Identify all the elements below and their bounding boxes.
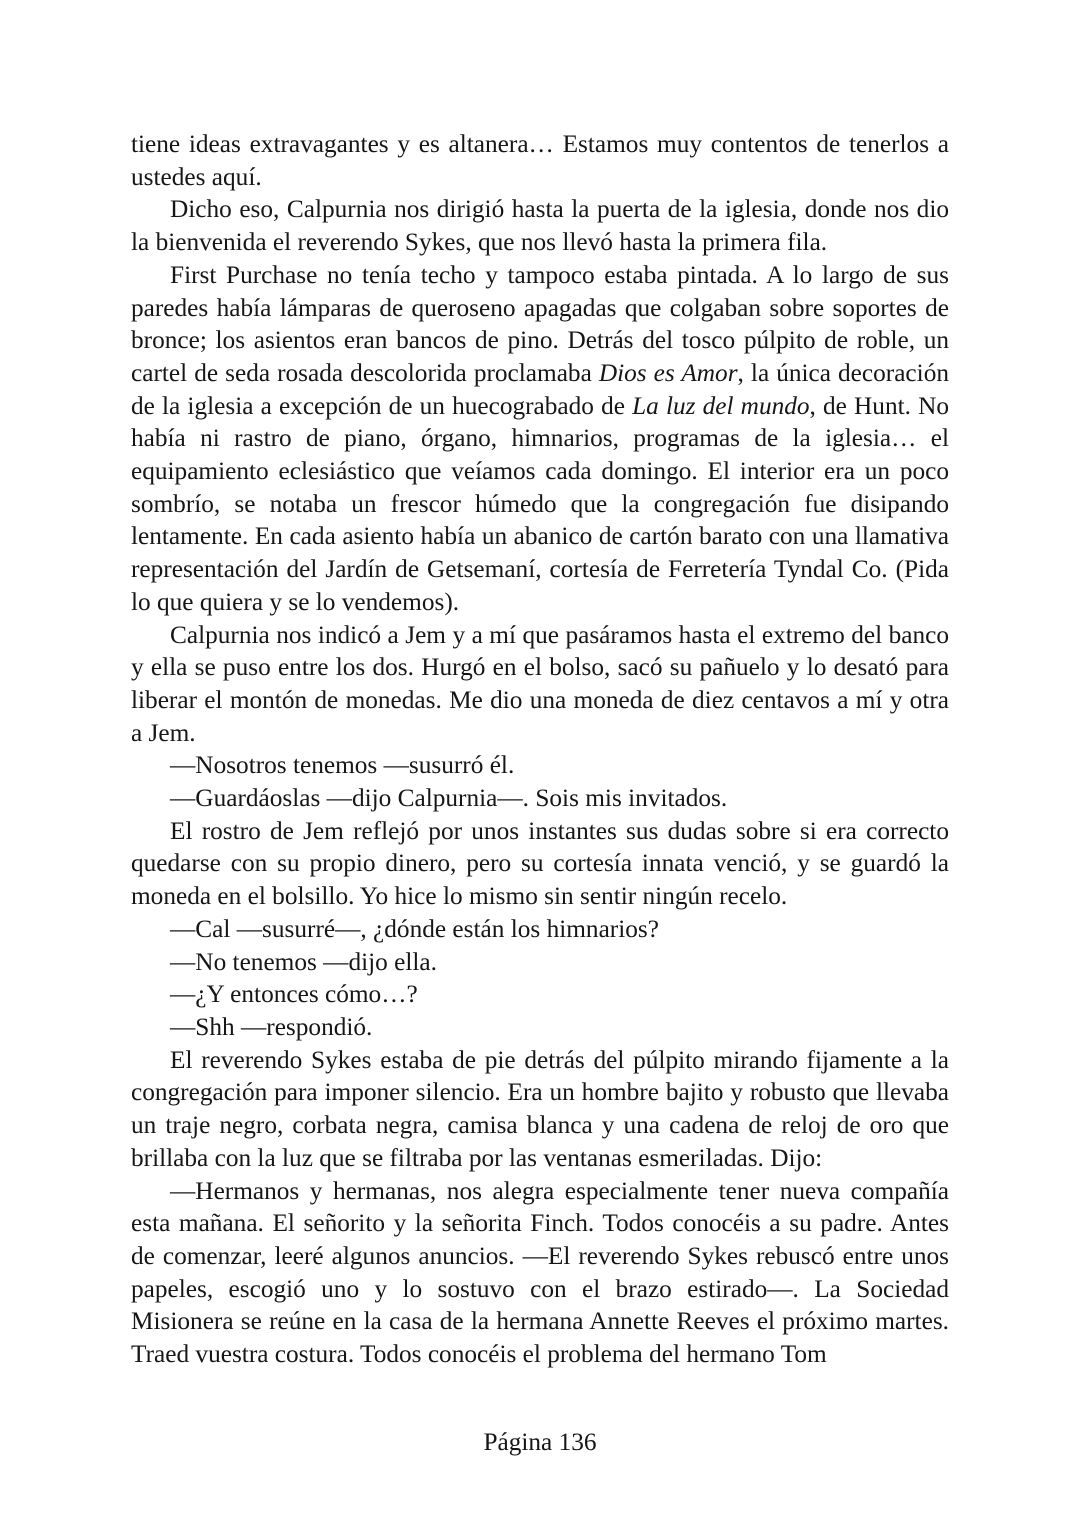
dialogue-line: —Hermanos y hermanas, nos alegra especialmente tener nueva compañía esta mañana. El señorito y la señorita Finch. Todos conocéis a su padre. Antes de comenzar, leeré algunos anuncios. —El reverendo Sykes rebuscó entre unos papeles, escogió uno y lo sostuvo con el brazo estirado—. La Sociedad Misionera se reúne en la casa de la hermana Annette Reeves el próximo martes. Traed vuestra costura. Todos conocéis el problema del hermano Tom bbox=[131, 1176, 949, 1369]
dialogue-line: —Nosotros tenemos —susurró él. bbox=[170, 751, 515, 780]
dialogue-line: —No tenemos —dijo ella. bbox=[170, 947, 437, 976]
text-run: , la única decoración de la iglesia a excepción de un huecograbado de bbox=[131, 358, 949, 420]
paragraph: Dicho eso, Calpurnia nos dirigió hasta la puerta de la iglesia, donde nos dio la bienvenida el reverendo Sykes, que nos llevó hasta la primera fila. bbox=[131, 195, 949, 257]
body-text bbox=[131, 128, 949, 1371]
text-run: , de Hunt. No había ni rastro de piano, órgano, himnarios, programas de la iglesia… el equipamiento eclesiástico que veíamos cada domingo. El interior era un poco sombrío, se notaba un frescor húmedo que la congregación fue disipando lentamente. En cada asiento había un abanico de cartón barato con una llamativa representación del Jardín de Getsemaní, cortesía de Ferretería Tyndal Co. (Pida lo que quiera y se lo vendemos). bbox=[131, 391, 949, 616]
dialogue-line: —¿Y entonces cómo…? bbox=[170, 980, 418, 1009]
text-run: First Purchase no tenía techo y tampoco estaba pintada. A lo largo de sus paredes había lámparas de queroseno apagadas que colgaban sobre soportes de bronce; los asientos eran bancos de pino. Detrás del tosco púlpito de roble, un cartel de seda rosada descolorida proclamaba bbox=[131, 260, 949, 387]
paragraph-church-description bbox=[131, 259, 949, 619]
page-number: Página 136 bbox=[483, 1428, 597, 1456]
dialogue-line: —Shh —respondió. bbox=[170, 1012, 373, 1041]
italic-title-la-luz-del-mundo: La luz del mundo bbox=[632, 391, 810, 420]
paragraph: El reverendo Sykes estaba de pie detrás del púlpito mirando fijamente a la congregación para imponer silencio. Era un hombre bajito y robusto que llevaba un traje negro, corbata negra, camisa blanca y una cadena de reloj de oro que brillaba con la luz que se filtraba por las ventanas esmeriladas. Dijo: bbox=[131, 1045, 949, 1172]
dialogue-line: —Cal —susurré—, ¿dónde están los himnarios? bbox=[170, 914, 659, 943]
italic-title-dios-es-amor: Dios es Amor bbox=[598, 358, 738, 387]
paragraph: El rostro de Jem reflejó por unos instantes sus dudas sobre si era correcto quedarse con su propio dinero, pero su cortesía innata venció, y se guardó la moneda en el bolsillo. Yo hice lo mismo sin sentir ningún recelo. bbox=[131, 816, 949, 911]
paragraph: Calpurnia nos indicó a Jem y a mí que pasáramos hasta el extremo del banco y ella se puso entre los dos. Hurgó en el bolso, sacó su pañuelo y lo desató para liberar el montón de monedas. Me dio una moneda de diez centavos a mí y otra a Jem. bbox=[131, 620, 949, 747]
dialogue-line: —Guardáoslas —dijo Calpurnia—. Sois mis invitados. bbox=[170, 784, 728, 813]
paragraph-continued: tiene ideas extravagantes y es altanera… Estamos muy contentos de tenerlos a ustedes aquí. bbox=[131, 130, 949, 191]
